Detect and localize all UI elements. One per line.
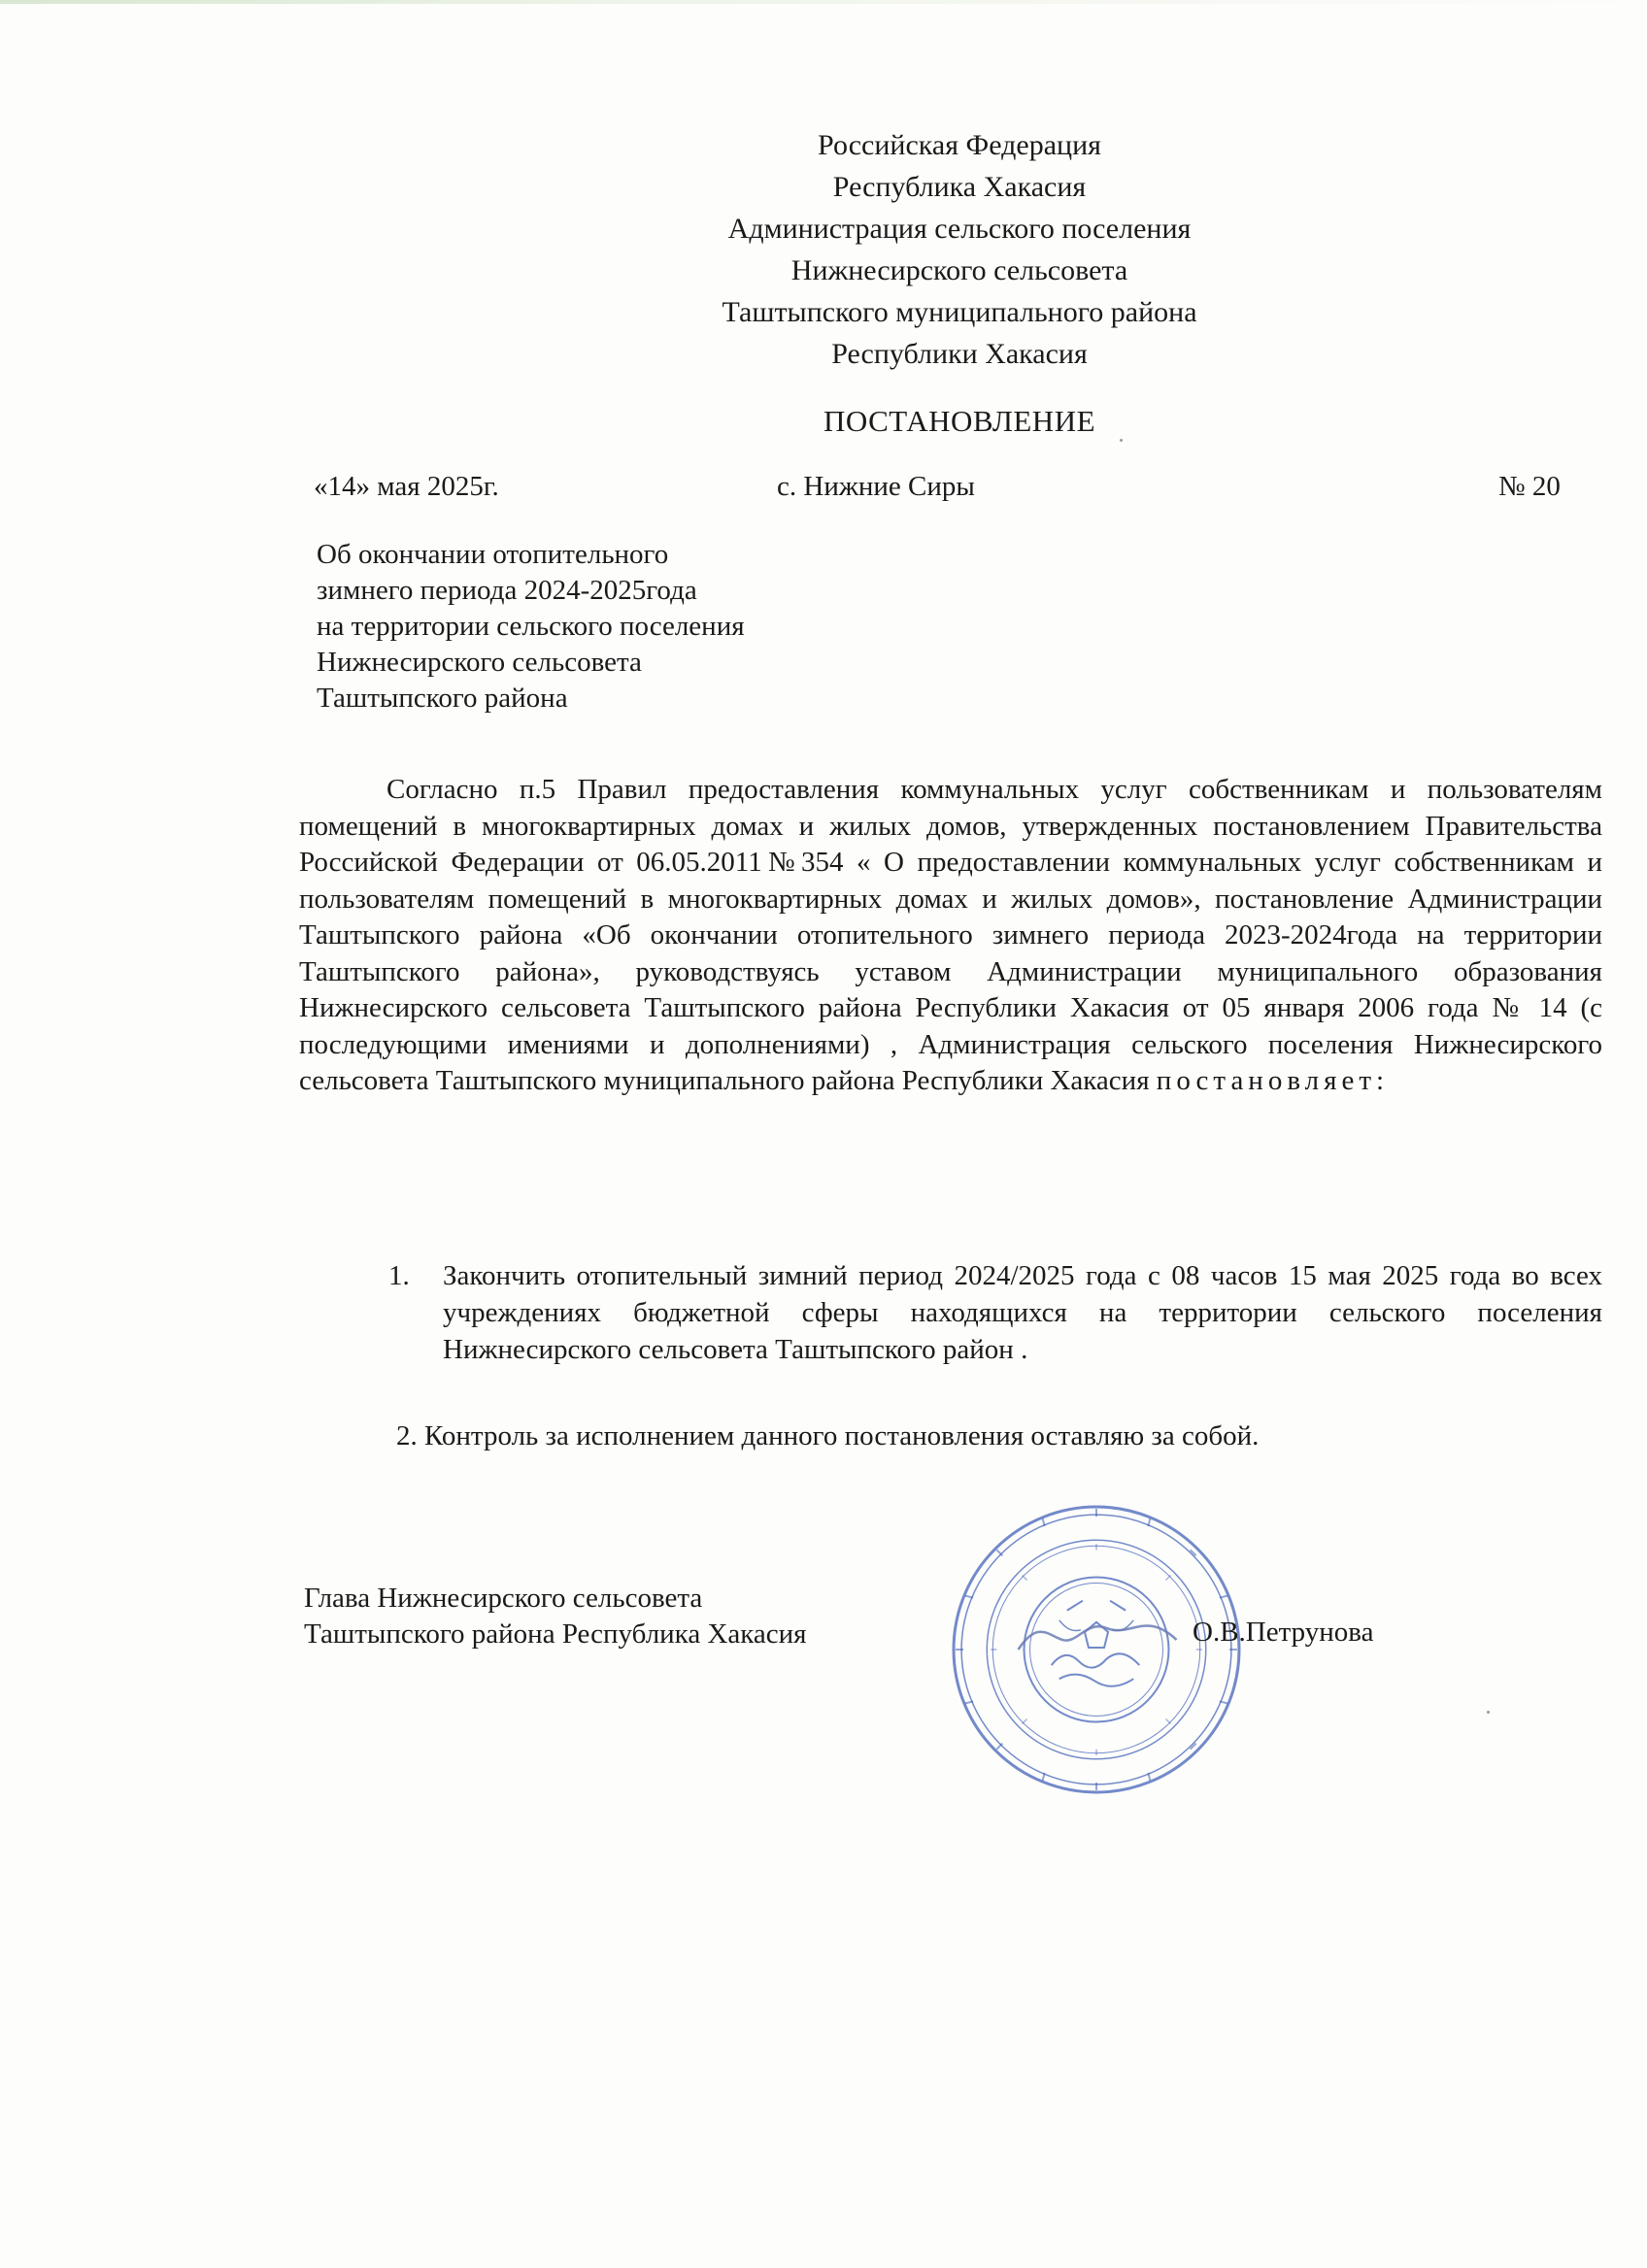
header-line: Республика Хакасия	[832, 171, 1087, 203]
scan-edge	[0, 0, 1647, 4]
header-line: Таштыпского муниципального района	[722, 296, 1197, 328]
subject-line: на территории сельского поселения	[317, 611, 745, 642]
list-item-text: Закончить отопительный зимний период 2024/2025 года с 08 часов 15 мая 2025 года во всех учреждениях бюджетной сферы находящихся на территории сельского поселения Нижнесирского сельсовета Таштыпского район .	[443, 1260, 1602, 1365]
list-item	[388, 1257, 1602, 1368]
signer-title-line: Глава Нижнесирского сельсовета	[304, 1583, 703, 1614]
header-line: Российская Федерация	[818, 129, 1101, 161]
signature-block	[304, 1581, 807, 1652]
document-place: с. Нижние Сиры	[777, 471, 975, 502]
document-date: «14» мая 2025г.	[314, 471, 499, 502]
header-line: Республики Хакасия	[831, 338, 1088, 370]
decree-word: постановляет:	[1156, 1065, 1390, 1096]
document-number: № 20	[1498, 471, 1561, 502]
header-line: Администрация сельского поселения	[727, 213, 1192, 245]
official-stamp	[950, 1503, 1243, 1796]
scan-speck	[1120, 439, 1123, 442]
signer-title-line: Таштыпского района Республика Хакасия	[304, 1618, 807, 1650]
subject-line: Таштыпского района	[317, 683, 568, 714]
body-text: Согласно п.5 Правил предоставления коммунальных услуг собственникам и пользователям помещений в многоквартирных домах и жилых домов, утвержденных постановлением Правительства Российской Федерации от 06.05.2011№354 « О предоставлении коммунальных услуг собственникам и пользователям помещений в многоквартирных домах и жилых домов», постановление Администрации Таштыпского района «Об окончании отопительного зимнего периода 2023-2024года на территории Таштыпского района», руководствуясь уставом Администрации муниципального образования Нижнесирского сельсовета Таштыпского района Республики Хакасия от 05 января 2006 года № 14 (с последующими имениями и дополнениями) , Администрация сельского поселения Нижнесирского сельсовета Таштыпского муниципального района Республики Хакасия	[299, 774, 1602, 1096]
document-body	[299, 772, 1602, 1100]
subject-line: зимнего периода 2024-2025года	[317, 575, 697, 606]
scan-speck	[1487, 1711, 1490, 1714]
subject-line: Об окончании отопительного	[317, 539, 669, 570]
document-type-title: ПОСТАНОВЛЕНИЕ	[823, 404, 1096, 438]
document-subject	[317, 537, 745, 717]
list-item-number: 1.	[388, 1260, 410, 1291]
subject-line: Нижнесирского сельсовета	[317, 647, 642, 678]
signer-name: О.В.Петрунова	[1193, 1617, 1374, 1648]
document-header	[0, 124, 1647, 375]
list-item	[396, 1418, 1259, 1454]
list-item-number: 2.	[396, 1420, 418, 1451]
list-item-text: Контроль за исполнением данного постановления оставляю за собой.	[424, 1420, 1260, 1451]
header-line: Нижнесирского сельсовета	[790, 254, 1128, 286]
